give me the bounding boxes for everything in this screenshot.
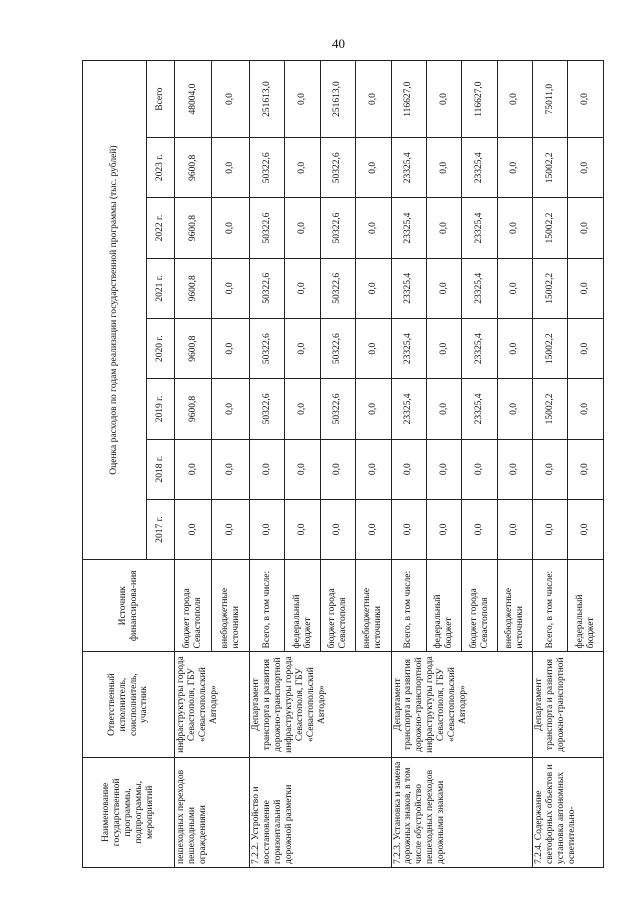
total-value: 116627,0	[391, 61, 426, 138]
header-year: 2018 г.	[147, 439, 175, 499]
year-value: 23325,4	[391, 319, 426, 379]
year-value: 0,0	[356, 258, 391, 318]
responsible-executor: инфраструктуры города Севастополя, ГБУ «Севастопольский Автодор»	[175, 652, 250, 757]
header-year: 2020 г.	[147, 319, 175, 379]
total-value: 0,0	[497, 61, 532, 138]
year-value: 0,0	[175, 439, 212, 499]
year-value: 0,0	[249, 499, 284, 559]
year-value: 0,0	[568, 258, 604, 318]
year-value: 0,0	[533, 439, 568, 499]
measure-name: 7.2.2. Устройство и восстановление горизонтальной дорожной разметки	[249, 757, 391, 867]
year-value: 15002,2	[533, 379, 568, 439]
year-value: 50322,6	[320, 258, 355, 318]
year-value: 9600,8	[175, 198, 212, 258]
year-value: 0,0	[462, 499, 497, 559]
table-row	[249, 61, 284, 868]
measure-name: пешеходных переходов пешеходными ограждениями	[175, 757, 250, 867]
header-name: Наименование государственной программы, подпрограммы, мероприятий	[83, 757, 175, 867]
funding-source: Всего, в том числе:	[391, 560, 426, 652]
year-value: 0,0	[356, 499, 391, 559]
year-value: 0,0	[497, 499, 532, 559]
year-value: 0,0	[356, 319, 391, 379]
year-value: 0,0	[285, 319, 320, 379]
year-value: 0,0	[426, 198, 461, 258]
year-value: 0,0	[285, 439, 320, 499]
year-value: 0,0	[391, 439, 426, 499]
measure-name: 7.2.4. Содержание светофорных объектов и установка автономных осветительно-	[533, 757, 604, 867]
year-value: 15002,2	[533, 258, 568, 318]
year-value: 15002,2	[533, 319, 568, 379]
year-value: 0,0	[212, 439, 249, 499]
year-value: 0,0	[212, 198, 249, 258]
year-value: 0,0	[426, 439, 461, 499]
total-value: 116627,0	[462, 61, 497, 138]
year-value: 23325,4	[391, 379, 426, 439]
total-value: 75011,0	[533, 61, 568, 138]
header-year: 2023 г.	[147, 138, 175, 198]
responsible-executor: Департамент транспорта и развития дорожно-транспортной инфраструктуры города Севастополя, ГБУ «Севастопольский Автодор»	[391, 652, 533, 757]
year-value: 0,0	[426, 138, 461, 198]
table-row	[175, 61, 212, 868]
total-value: 0,0	[212, 61, 249, 138]
header-total: Всего	[147, 61, 175, 138]
page-number: 40	[332, 36, 345, 51]
year-value: 50322,6	[320, 379, 355, 439]
funding-source: бюджет города Севастополя	[320, 560, 355, 652]
total-value: 251613,0	[249, 61, 284, 138]
header-responsible: Ответственный исполнитель, соисполнитель, участник	[83, 652, 175, 757]
table-body	[175, 61, 604, 868]
year-value: 0,0	[285, 499, 320, 559]
year-value: 50322,6	[320, 138, 355, 198]
year-value: 9600,8	[175, 319, 212, 379]
year-value: 50322,6	[249, 379, 284, 439]
header-year: 2017 г.	[147, 499, 175, 559]
year-value: 0,0	[497, 379, 532, 439]
year-value: 0,0	[391, 499, 426, 559]
year-value: 9600,8	[175, 138, 212, 198]
year-value: 0,0	[356, 198, 391, 258]
year-value: 0,0	[212, 258, 249, 318]
funding-source: внебюджетные источники	[356, 560, 391, 652]
year-value: 23325,4	[462, 379, 497, 439]
funding-source: бюджет города Севастополя	[175, 560, 212, 652]
year-value: 0,0	[426, 499, 461, 559]
year-value: 50322,6	[249, 198, 284, 258]
year-value: 50322,6	[320, 198, 355, 258]
year-value: 15002,2	[533, 138, 568, 198]
year-value: 0,0	[356, 379, 391, 439]
year-value: 0,0	[285, 379, 320, 439]
total-value: 0,0	[426, 61, 461, 138]
year-value: 0,0	[426, 319, 461, 379]
year-value: 0,0	[497, 138, 532, 198]
year-value: 23325,4	[391, 198, 426, 258]
year-value: 0,0	[249, 439, 284, 499]
year-value: 23325,4	[462, 319, 497, 379]
funding-source: бюджет города Севастополя	[462, 560, 497, 652]
year-value: 0,0	[320, 499, 355, 559]
year-value: 23325,4	[391, 258, 426, 318]
year-value: 0,0	[320, 439, 355, 499]
total-value: 48004,0	[175, 61, 212, 138]
funding-source: Всего, в том числе:	[533, 560, 568, 652]
year-value: 0,0	[497, 198, 532, 258]
header-year: 2021 г.	[147, 258, 175, 318]
year-value: 0,0	[212, 379, 249, 439]
year-value: 0,0	[568, 499, 604, 559]
year-value: 23325,4	[462, 138, 497, 198]
header-year: 2019 г.	[147, 379, 175, 439]
year-value: 0,0	[285, 258, 320, 318]
year-value: 0,0	[497, 258, 532, 318]
year-value: 15002,2	[533, 198, 568, 258]
year-value: 0,0	[212, 319, 249, 379]
funding-source: федеральный бюджет	[285, 560, 320, 652]
year-value: 0,0	[285, 138, 320, 198]
total-value: 0,0	[356, 61, 391, 138]
year-value: 23325,4	[462, 258, 497, 318]
measure-name: 7.2.3. Установка и замена дорожных знаков, в том числе обустройство пешеходных переходов дорожными знаками	[391, 757, 533, 867]
year-value: 0,0	[568, 439, 604, 499]
year-value: 50322,6	[249, 258, 284, 318]
funding-source: внебюджетные источники	[212, 560, 249, 652]
header-year: 2022 г.	[147, 198, 175, 258]
total-value: 0,0	[285, 61, 320, 138]
year-value: 23325,4	[391, 138, 426, 198]
header-source: Источник финансирова-ния	[83, 560, 175, 652]
responsible-executor: Департамент транспорта и развития дорожно-транспортной	[533, 652, 604, 757]
year-value: 50322,6	[249, 138, 284, 198]
year-value: 0,0	[533, 499, 568, 559]
year-value: 0,0	[497, 439, 532, 499]
year-value: 0,0	[568, 198, 604, 258]
funding-source: Всего, в том числе:	[249, 560, 284, 652]
funding-source: федеральный бюджет	[426, 560, 461, 652]
year-value: 23325,4	[462, 198, 497, 258]
year-value: 0,0	[497, 319, 532, 379]
year-value: 0,0	[426, 258, 461, 318]
header-group-title: Оценка расходов по годам реализации государственной программы (тыс. рублей)	[83, 61, 147, 560]
year-value: 0,0	[356, 138, 391, 198]
funding-source: внебюджетные источники	[497, 560, 532, 652]
year-value: 0,0	[212, 499, 249, 559]
funding-source: федеральный бюджет	[568, 560, 604, 652]
total-value: 251613,0	[320, 61, 355, 138]
year-value: 0,0	[568, 379, 604, 439]
year-value: 50322,6	[249, 319, 284, 379]
year-value: 0,0	[285, 198, 320, 258]
responsible-executor: Департамент транспорта и развития дорожно-транспортной инфраструктуры города Севастополя, ГБУ «Севастопольский Автодор»	[249, 652, 391, 757]
year-value: 50322,6	[320, 319, 355, 379]
total-value: 0,0	[568, 61, 604, 138]
year-value: 0,0	[356, 439, 391, 499]
table-row	[391, 61, 426, 868]
table-row	[533, 61, 568, 868]
year-value: 0,0	[212, 138, 249, 198]
budget-table-frame	[82, 60, 604, 868]
budget-table	[82, 60, 604, 868]
year-value: 0,0	[568, 138, 604, 198]
year-value: 9600,8	[175, 379, 212, 439]
year-value: 9600,8	[175, 258, 212, 318]
year-value: 0,0	[462, 439, 497, 499]
year-value: 0,0	[426, 379, 461, 439]
year-value: 0,0	[568, 319, 604, 379]
year-value: 0,0	[175, 499, 212, 559]
